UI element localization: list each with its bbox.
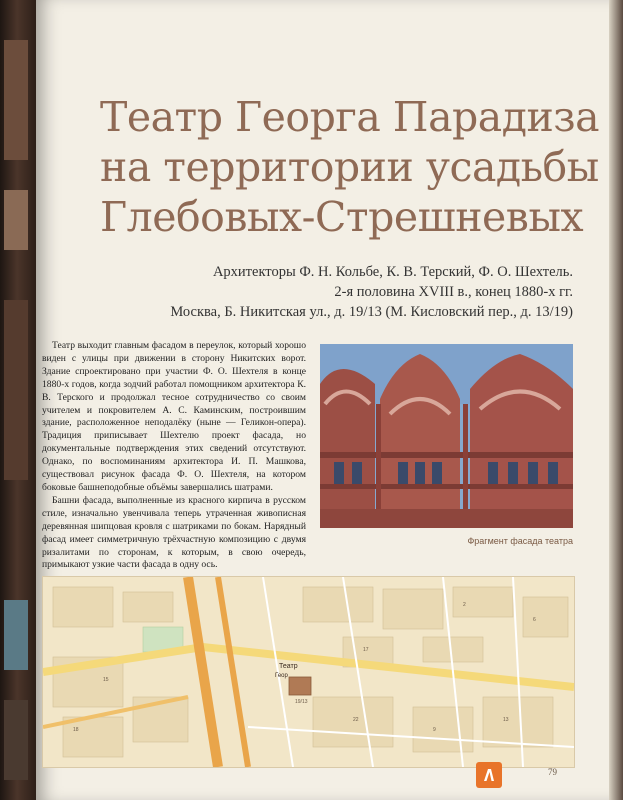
period-line: 2-я половина XVIII в., конец 1880-х гг. bbox=[334, 284, 573, 300]
map-building-number: 22 bbox=[353, 717, 359, 723]
spine-decoration bbox=[4, 600, 28, 670]
book-spine-background bbox=[0, 0, 38, 800]
title-line: на территории усадьбы bbox=[100, 143, 599, 191]
spine-decoration bbox=[4, 190, 28, 250]
spine-decoration bbox=[4, 300, 28, 480]
body-paragraph: Башни фасада, выполненные из красного кирпича в русском стиле, изначально увенчивала теперь утраченная живописная деревянная шипцовая кровля с шатриками по бокам. Нарядный фасад имеет симметричную трёхчастную композицию с двумя ризалитами по сторонам, к которым, в свою очередь, примыкают узкие части фасада в одну ось. bbox=[42, 494, 306, 571]
map-building-number: 17 bbox=[363, 647, 369, 653]
map-building-number: 18 bbox=[73, 727, 79, 733]
architects-line: Архитекторы Ф. Н. Кольбе, К. В. Терский, Ф. О. Шехтель. bbox=[212, 264, 573, 280]
building-meta bbox=[40, 262, 573, 322]
facade-photo bbox=[320, 344, 573, 528]
page-edge-shadow bbox=[609, 0, 623, 800]
title-line: Театр Георга Парадиза bbox=[100, 93, 600, 141]
street-map bbox=[43, 577, 574, 767]
map-building-number: 19/13 bbox=[295, 699, 308, 705]
photo-caption: Фрагмент фасада театра bbox=[467, 536, 573, 546]
theatre-building-marker bbox=[289, 677, 311, 695]
map-theatre-label: Геор bbox=[275, 673, 288, 679]
publisher-logo-icon bbox=[476, 762, 502, 788]
title-line: Глебовых-Стрешневых bbox=[100, 193, 584, 241]
page-title bbox=[100, 92, 600, 242]
address-line: Москва, Б. Никитская ул., д. 19/13 (М. Кисловский пер., д. 13/19) bbox=[170, 304, 573, 320]
spine-decoration bbox=[4, 40, 28, 160]
spine-decoration bbox=[4, 700, 28, 780]
publisher-logo bbox=[476, 762, 502, 788]
article-body bbox=[42, 340, 306, 572]
map-theatre-label: Театр bbox=[279, 663, 298, 670]
map-building-number: 15 bbox=[103, 677, 109, 683]
map-building-number: 2 bbox=[463, 602, 466, 608]
map-building-number: 6 bbox=[533, 617, 536, 623]
map-building-number: 9 bbox=[433, 727, 436, 733]
map-building-number: 13 bbox=[503, 717, 509, 723]
location-map bbox=[42, 576, 575, 768]
facade-illustration bbox=[320, 344, 573, 528]
body-paragraph: Театр выходит главным фасадом в переулок, который хорошо виден с улицы при движении в сторону Никитских ворот. Здание спроектировано при участии Ф. О. Шехтеля в конце 1880-х годов, когда зодчий работал помощником архитектора К. В. Терского и продолжал тесное сотрудничество со своим учителем и покровителем А. С. Каминским, построившим здание, расположенное неподалёку (ныне — Геликон-опера). Традиция приписывает Шехтелю проект фасада, но документальные подтверждения этих сведений отсутствуют. Однако, по воспоминаниям архитектора И. П. Машкова, существовал рисунок фасада Ф. О. Шехтеля, на котором боковые башнеподобные объёмы завершались шатрами. bbox=[42, 340, 306, 493]
page-number: 79 bbox=[548, 767, 557, 777]
